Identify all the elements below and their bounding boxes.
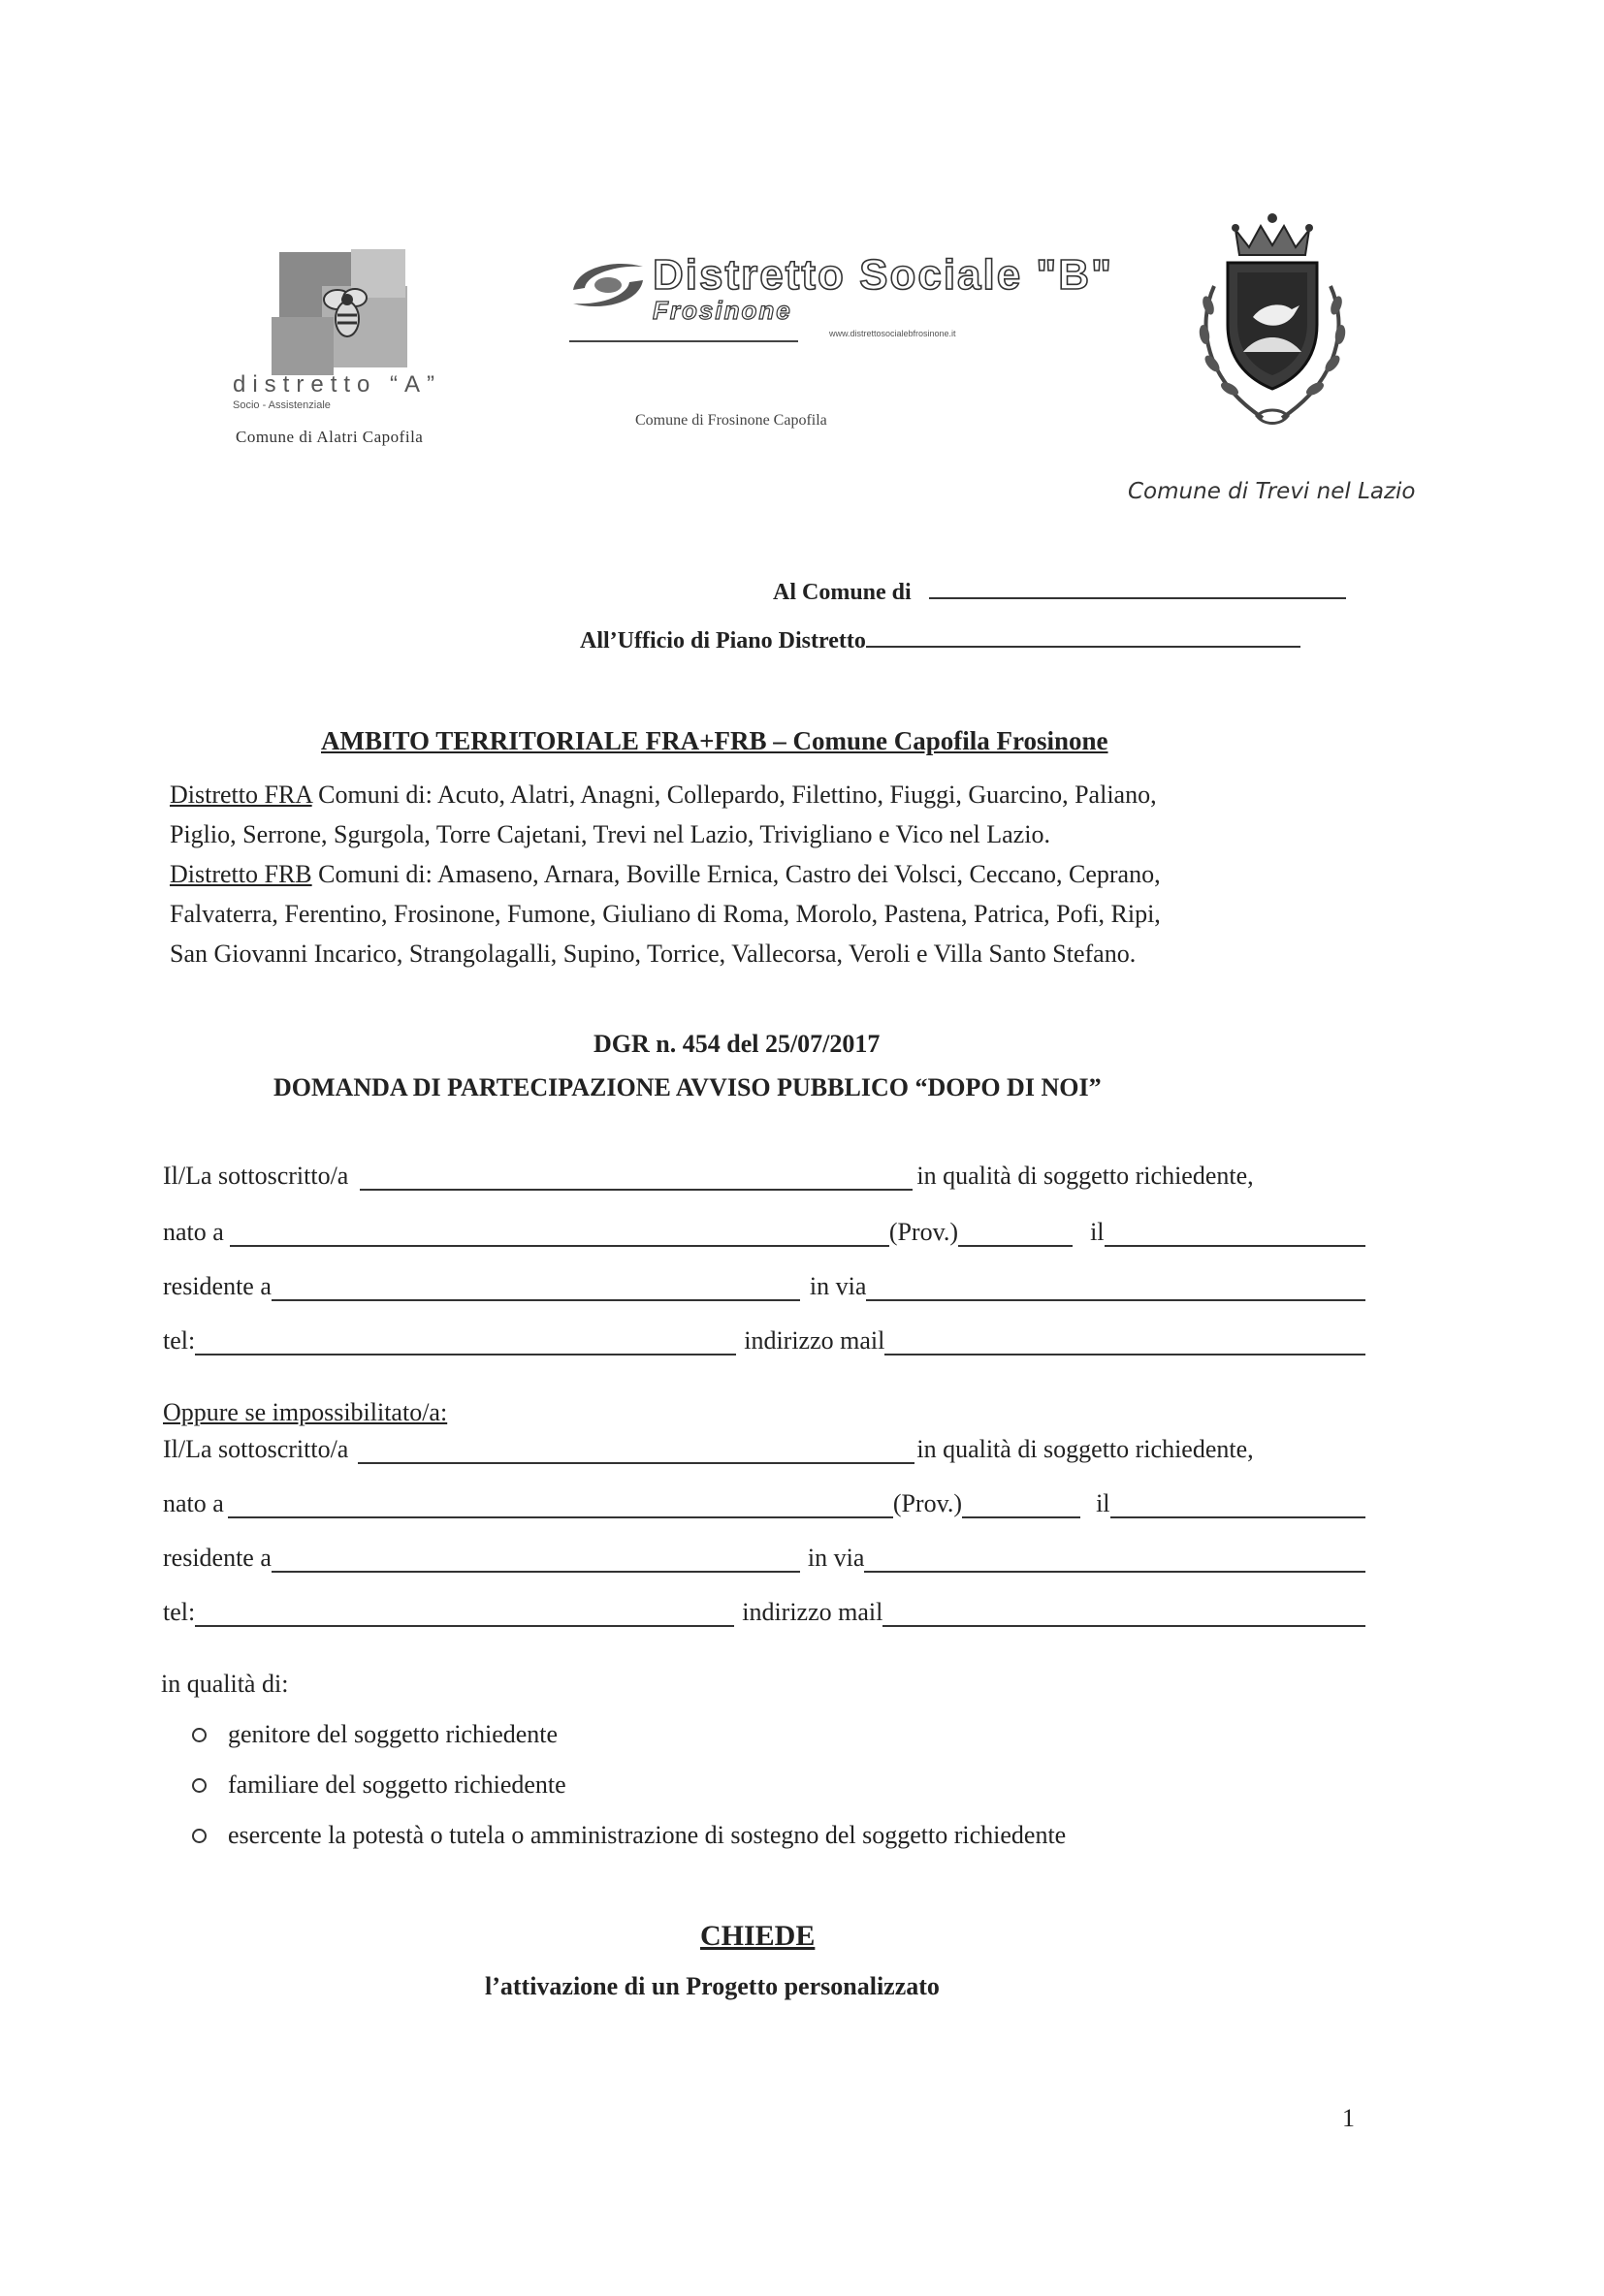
- option-familiare-label: familiare del soggetto richiedente: [228, 1770, 566, 1799]
- domanda-heading: DOMANDA DI PARTECIPAZIONE AVVISO PUBBLICO “DOPO DI NOI”: [273, 1073, 1102, 1101]
- prov-field-2[interactable]: [962, 1491, 1080, 1518]
- crest-caption: Comune di Trevi nel Lazio: [1128, 479, 1416, 504]
- label-nato: nato a: [163, 1489, 224, 1517]
- label-via: in via: [809, 1272, 867, 1300]
- form-row-nato-2: [163, 1489, 1365, 1518]
- fra-line-1: [170, 781, 1157, 810]
- mail-field-2[interactable]: [882, 1600, 1365, 1627]
- frb-label: Distretto FRB: [170, 860, 312, 888]
- fra-line-2: Piglio, Serrone, Sgurgola, Torre Cajetani, Trevi nel Lazio, Trivigliano e Vico nel Lazio.: [170, 820, 1050, 848]
- label-mail: indirizzo mail: [744, 1326, 885, 1355]
- frb-line-3: San Giovanni Incarico, Strangolagalli, Supino, Torrice, Vallecorsa, Veroli e Villa Santo Stefano.: [170, 940, 1137, 968]
- option-esercente-label: esercente la potestà o tutela o amministrazione di sostegno del soggetto richiedente: [228, 1821, 1067, 1849]
- logo-b-url: www.distrettosocialebfrosinone.it: [829, 329, 956, 338]
- fra-text-1: Comuni di: Acuto, Alatri, Anagni, Collepardo, Filettino, Fiuggi, Guarcino, Paliano,: [311, 781, 1157, 809]
- mail-field-1[interactable]: [884, 1328, 1365, 1355]
- label-prov: (Prov.): [888, 1218, 959, 1246]
- residente-field-2[interactable]: [272, 1546, 800, 1573]
- tel-field-2[interactable]: [195, 1600, 734, 1627]
- form-row-residente-1: [163, 1272, 1365, 1301]
- logo-b-divider: [569, 340, 798, 342]
- form-row-sottoscritto-1: [163, 1162, 1365, 1191]
- radio-circle-icon[interactable]: [192, 1829, 207, 1843]
- logo-b-caption: Comune di Frosinone Capofila: [635, 412, 827, 429]
- fra-label: Distretto FRA: [170, 781, 312, 809]
- form-row-tel-1: [163, 1326, 1365, 1355]
- label-mail: indirizzo mail: [742, 1598, 883, 1626]
- il-field-1[interactable]: [1105, 1220, 1365, 1247]
- in-qualita-label: in qualità di:: [161, 1670, 289, 1698]
- logo-a-name: distretto “A”: [233, 371, 442, 398]
- logo-b-title: Distretto Sociale "B": [653, 251, 1113, 299]
- chiede-heading: CHIEDE: [700, 1920, 816, 1952]
- label-via: in via: [807, 1544, 865, 1572]
- il-field-2[interactable]: [1110, 1491, 1365, 1518]
- label-residente: residente a: [163, 1544, 272, 1572]
- attivazione-text: l’attivazione di un Progetto personalizzato: [485, 1972, 940, 2000]
- form-row-nato-1: [163, 1218, 1365, 1247]
- tel-field-1[interactable]: [195, 1328, 736, 1355]
- sottoscritto-field-2[interactable]: [358, 1437, 914, 1464]
- frb-line-1: [170, 860, 1161, 889]
- label-prov: (Prov.): [892, 1489, 963, 1517]
- ufficio-field[interactable]: [866, 626, 1300, 648]
- option-familiare[interactable]: [192, 1770, 566, 1800]
- form-row-tel-2: [163, 1598, 1365, 1627]
- address-line-comune: [773, 578, 1346, 606]
- swoosh-icon: [567, 257, 647, 313]
- label-qualita-richiedente: in qualità di soggetto richiedente,: [916, 1162, 1254, 1190]
- label-tel: tel:: [163, 1598, 196, 1626]
- address-label-comune: Al Comune di: [773, 580, 912, 605]
- bee-icon: [314, 282, 378, 346]
- logo-distretto-b: [567, 251, 1113, 441]
- sottoscritto-field-1[interactable]: [360, 1164, 913, 1191]
- label-nato: nato a: [163, 1218, 224, 1246]
- nato-field-1[interactable]: [230, 1220, 889, 1247]
- oppure-label: Oppure se impossibilitato/a:: [163, 1398, 448, 1426]
- label-qualita-richiedente: in qualità di soggetto richiedente,: [916, 1435, 1254, 1463]
- page-number: 1: [1342, 2104, 1355, 2132]
- via-field-1[interactable]: [866, 1274, 1365, 1301]
- address-label-ufficio: All’Ufficio di Piano Distretto: [580, 628, 866, 654]
- logo-a-tagline: Socio - Assistenziale: [233, 399, 331, 411]
- via-field-2[interactable]: [864, 1546, 1365, 1573]
- logo-a-caption: Comune di Alatri Capofila: [236, 428, 424, 446]
- radio-circle-icon[interactable]: [192, 1728, 207, 1742]
- label-il: il: [1090, 1218, 1105, 1246]
- logo-distretto-a: [233, 247, 495, 456]
- ambito-title: AMBITO TERRITORIALE FRA+FRB – Comune Capofila Frosinone: [321, 726, 1108, 755]
- label-sottoscritto: Il/La sottoscritto/a: [163, 1435, 349, 1463]
- option-genitore[interactable]: [192, 1720, 558, 1749]
- form-row-residente-2: [163, 1544, 1365, 1573]
- prov-field-1[interactable]: [958, 1220, 1073, 1247]
- comune-field[interactable]: [929, 578, 1346, 599]
- nato-field-2[interactable]: [228, 1491, 893, 1518]
- frb-text-1: Comuni di: Amaseno, Arnara, Boville Ernica, Castro dei Volsci, Ceccano, Ceprano,: [311, 860, 1161, 888]
- address-line-ufficio: [580, 626, 1300, 654]
- option-esercente[interactable]: [192, 1821, 1066, 1850]
- residente-field-1[interactable]: [272, 1274, 800, 1301]
- form-row-sottoscritto-2: [163, 1435, 1365, 1464]
- radio-circle-icon[interactable]: [192, 1778, 207, 1793]
- logo-b-subtitle: Frosinone: [653, 296, 792, 325]
- option-genitore-label: genitore del soggetto richiedente: [228, 1720, 559, 1748]
- label-tel: tel:: [163, 1326, 196, 1355]
- label-sottoscritto: Il/La sottoscritto/a: [163, 1162, 349, 1190]
- frb-line-2: Falvaterra, Ferentino, Frosinone, Fumone, Giuliano di Roma, Morolo, Pastena, Patrica, Pofi, Ripi,: [170, 900, 1161, 928]
- dgr-heading: DGR n. 454 del 25/07/2017: [593, 1030, 881, 1058]
- label-il: il: [1096, 1489, 1110, 1517]
- label-residente: residente a: [163, 1272, 272, 1300]
- crest-icon: [1175, 208, 1369, 446]
